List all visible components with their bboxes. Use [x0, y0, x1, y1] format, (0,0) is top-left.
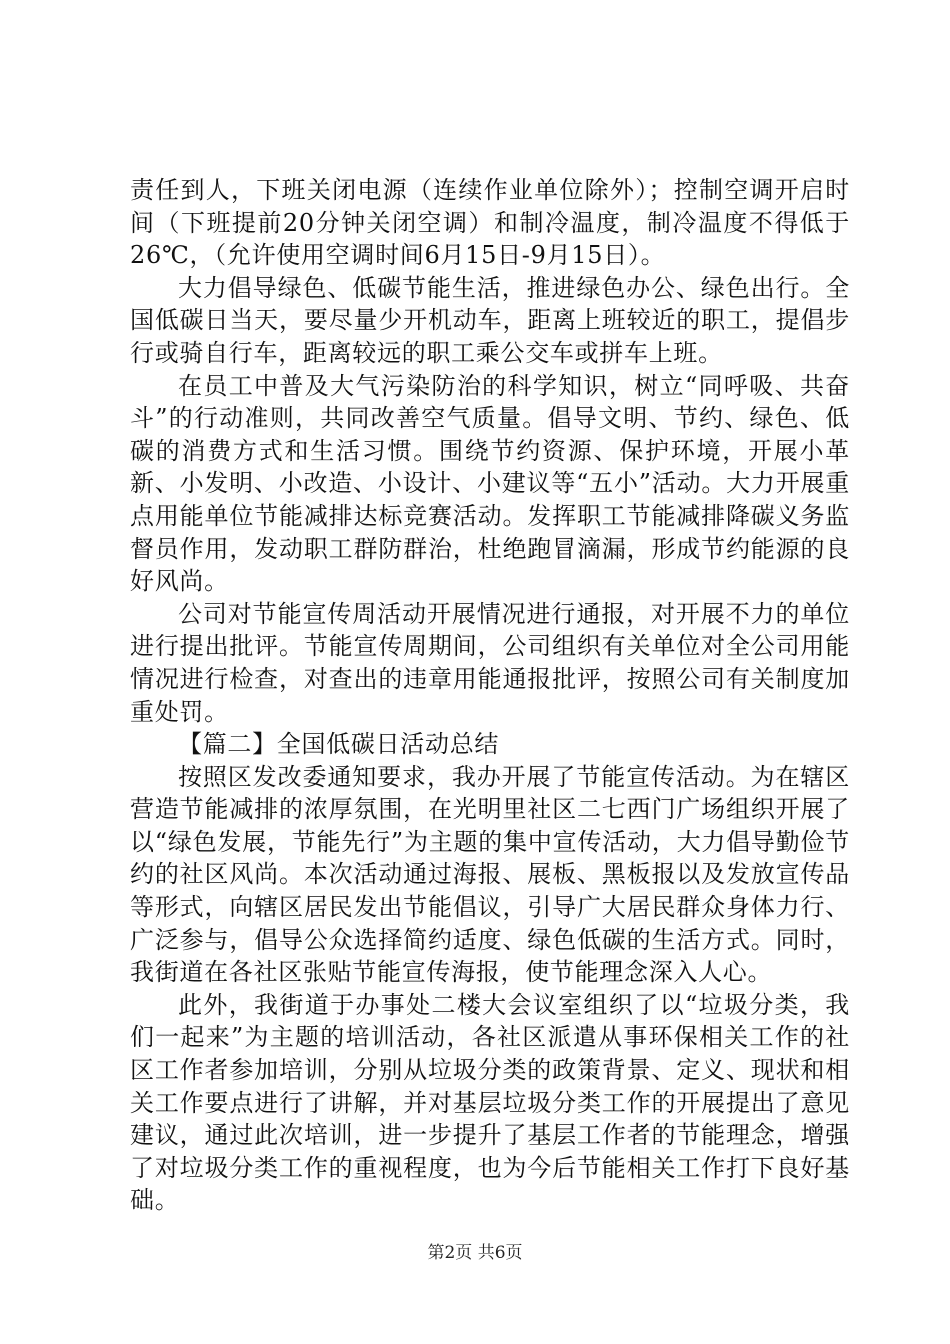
paragraph-3: 在员工中普及大气污染防治的科学知识，树立“同呼吸、共奋斗”的行动准则，共同改善空气质量。倡导文明、节约、绿色、低碳的消费方式和生活习惯。围绕节约资源、保护环境，开展小革新、小发明、小改造、小设计、小建议等“五小”活动。大力开展重点用能单位节能减排达标竞赛活动。发挥职工节能减排降碳义务监督员作用，发动职工群防群治，杜绝跑冒滴漏，形成节约能源的良好风尚。 [130, 371, 850, 596]
paragraph-6: 此外，我街道于办事处二楼大会议室组织了以“垃圾分类，我们一起来”为主题的培训活动，各社区派遣从事环保相关工作的社区工作者参加培训，分别从垃圾分类的政策背景、定义、现状和相关工作要点进行了讲解，并对基层垃圾分类工作的开展提出了意见建议，通过此次培训，进一步提升了基层工作者的节能理念，增强了对垃圾分类工作的重视程度，也为今后节能相关工作打下良好基础。 [130, 990, 850, 1215]
paragraph-5: 按照区发改委通知要求，我办开展了节能宣传活动。为在辖区营造节能减排的浓厚氛围，在光明里社区二七西门广场组织开展了以“绿色发展，节能先行”为主题的集中宣传活动，大力倡导勤俭节约的社区风尚。本次活动通过海报、展板、黑板报以及发放宣传品等形式，向辖区居民发出节能倡议，引导广大居民群众身体力行、广泛参与，倡导公众选择简约适度、绿色低碳的生活方式。同时，我街道在各社区张贴节能宣传海报，使节能理念深入人心。 [130, 762, 850, 987]
page-footer: 第2页 共6页 [427, 1243, 523, 1263]
document-body [130, 174, 850, 1217]
paragraph-1: 责任到人，下班关闭电源（连续作业单位除外）；控制空调开启时间（下班提前20分钟关闭空调）和制冷温度，制冷温度不得低于26℃，（允许使用空调时间6月15日-9月15日）。 [130, 176, 850, 270]
paragraph-2: 大力倡导绿色、低碳节能生活，推进绿色办公、绿色出行。全国低碳日当天，要尽量少开机动车，距离上班较近的职工，提倡步行或骑自行车，距离较远的职工乘公交车或拼车上班。 [130, 273, 850, 367]
paragraph-4: 公司对节能宣传周活动开展情况进行通报，对开展不力的单位进行提出批评。节能宣传周期间，公司组织有关单位对全公司用能情况进行检查，对查出的违章用能通报批评，按照公司有关制度加重处罚。 [130, 599, 850, 726]
section-heading: 【篇二】全国低碳日活动总结 [178, 730, 500, 759]
